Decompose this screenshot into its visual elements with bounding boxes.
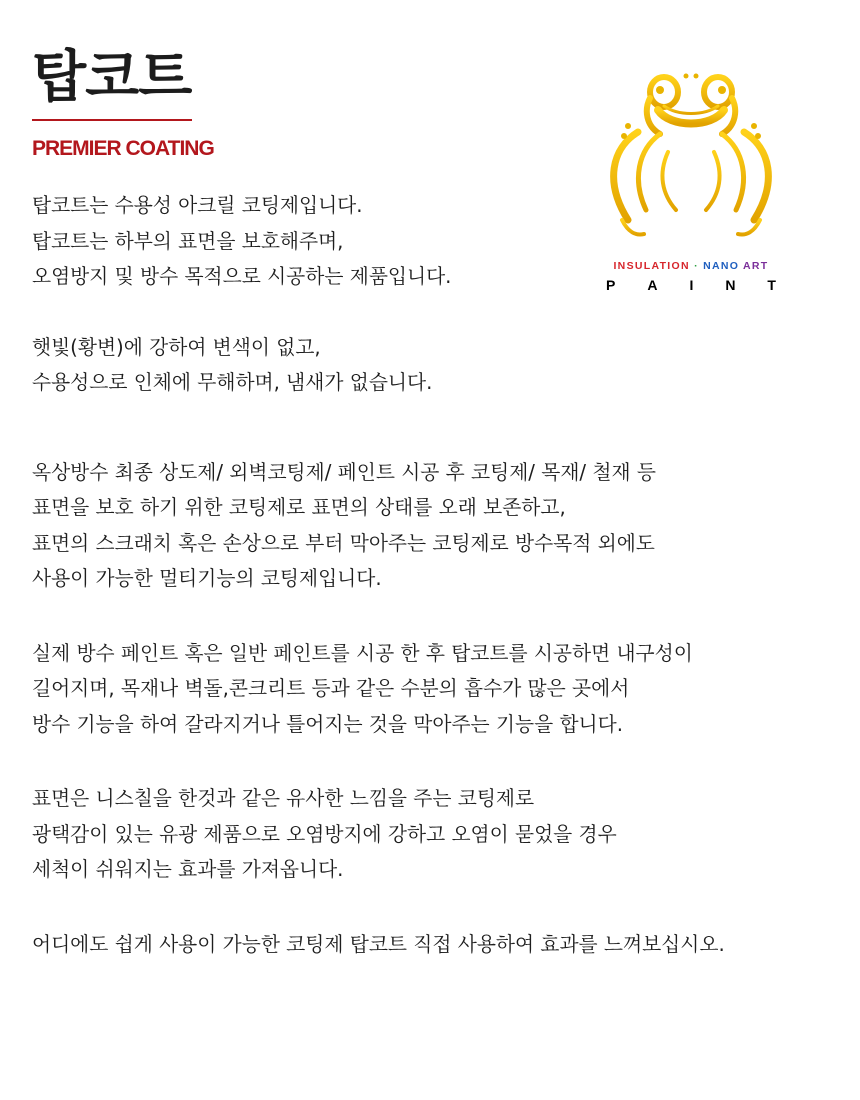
text-line: 옥상방수 최종 상도제/ 외벽코팅제/ 페인트 시공 후 코팅제/ 목재/ 철재 등 bbox=[32, 459, 656, 484]
tagline-word-nano: NANO bbox=[703, 260, 740, 272]
logo-letter: T bbox=[767, 277, 776, 293]
text-line: 광택감이 있는 유광 제품으로 오염방지에 강하고 오염이 묻었을 경우 bbox=[32, 821, 617, 846]
text-line: 길어지며, 목재나 벽돌,콘크리트 등과 같은 수분의 흡수가 많은 곳에서 bbox=[32, 676, 630, 700]
text-line: 사용이 가능한 멀티기능의 코팅제입니다. bbox=[32, 566, 382, 590]
text-line: 햇빛(황변)에 강하여 변색이 없고, bbox=[32, 334, 321, 359]
paragraph-uses bbox=[32, 455, 842, 597]
text-line: 표면의 스크래치 혹은 손상으로 부터 막아주는 코팅제로 방수목적 외에도 bbox=[32, 530, 655, 555]
paragraph-intro bbox=[32, 188, 842, 295]
paragraph-uv-safety bbox=[32, 330, 842, 401]
page-title: 탑코트 bbox=[32, 45, 192, 110]
tagline-separator: · bbox=[689, 260, 704, 272]
text-line: 세척이 쉬워지는 효과를 가져옵니다. bbox=[32, 857, 344, 881]
text-line: 실제 방수 페인트 혹은 일반 페인트를 시공 한 후 탑코트를 시공하면 내구성이 bbox=[32, 640, 693, 665]
text-line: 탑코트는 하부의 표면을 보호해주며, bbox=[32, 228, 344, 253]
logo-letter: A bbox=[647, 277, 658, 293]
text-line: 탑코트는 수용성 아크릴 코팅제입니다. bbox=[32, 193, 363, 217]
page-subtitle: PREMIER COATING bbox=[32, 137, 214, 160]
logo-letter: I bbox=[689, 277, 694, 293]
text-line: 표면을 보호 하기 위한 코팅제로 표면의 상태를 오래 보존하고, bbox=[32, 495, 566, 519]
paragraph-durability bbox=[32, 636, 842, 743]
paragraph-gloss bbox=[32, 781, 842, 888]
text-line: 어디에도 쉽게 사용이 가능한 코팅제 탑코트 직접 사용하여 효과를 느껴보십시오. bbox=[32, 931, 725, 956]
text-line: 표면은 니스칠을 한것과 같은 유사한 느낌을 주는 코팅제로 bbox=[32, 786, 535, 810]
logo-letter: P bbox=[606, 277, 616, 293]
paragraph-closing bbox=[32, 927, 842, 963]
logo-letter: N bbox=[725, 277, 736, 293]
tagline-word-art: ART bbox=[743, 260, 769, 272]
text-line: 수용성으로 인체에 무해하며, 냄새가 없습니다. bbox=[32, 370, 433, 394]
text-line: 오염방지 및 방수 목적으로 시공하는 제품입니다. bbox=[32, 264, 452, 288]
text-line: 방수 기능을 하여 갈라지거나 틀어지는 것을 막아주는 기능을 합니다. bbox=[32, 711, 624, 736]
title-underline bbox=[32, 119, 192, 121]
product-description bbox=[32, 188, 842, 962]
tagline-word-insulation: INSULATION bbox=[613, 260, 690, 272]
